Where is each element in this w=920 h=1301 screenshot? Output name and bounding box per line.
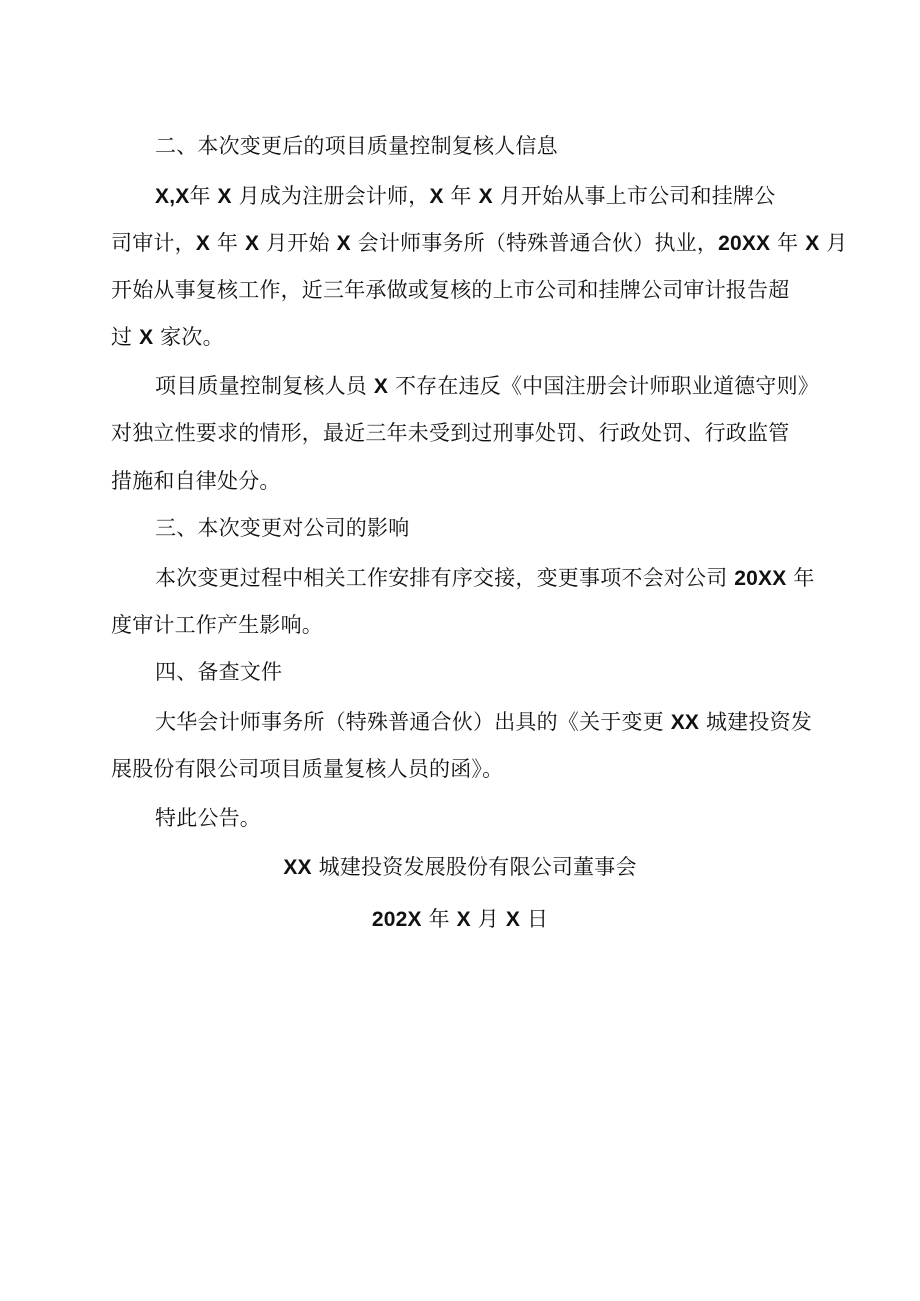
placeholder-text: X <box>805 232 820 255</box>
section-2-paragraph-2-line-3 <box>111 466 281 496</box>
signature-line <box>0 852 920 883</box>
text-run: 月开始 <box>259 231 337 255</box>
section-2-paragraph-1-line-1 <box>155 181 775 212</box>
text-run: 展股份有限公司项目质量复核人员的函》。 <box>111 757 504 781</box>
placeholder-text: X <box>139 326 154 349</box>
section-4-paragraph-line-1 <box>155 707 812 738</box>
text-run: 对独立性要求的情形，最近三年未受到过刑事处罚、行政处罚、行政监管 <box>111 421 790 445</box>
text-run: 年 <box>786 566 815 590</box>
text-run: 司审计， <box>111 231 196 255</box>
placeholder-text: 20XX <box>718 232 771 255</box>
section-3-heading: 三、本次变更对公司的影响 <box>155 516 410 540</box>
text-run: 月成为注册会计师， <box>231 184 430 208</box>
text-run: 城建投资发 <box>699 710 812 734</box>
placeholder-text: X <box>478 185 493 208</box>
text-run: 年 <box>210 231 245 255</box>
text-run: 日 <box>520 907 549 931</box>
placeholder-text: X <box>336 232 351 255</box>
text-run: 家次。 <box>153 325 224 349</box>
text-run: 年 <box>421 907 457 931</box>
text-run: 度审计工作产生影响。 <box>111 613 323 637</box>
date-line <box>0 904 920 935</box>
section-2-paragraph-2-line-1 <box>155 371 819 402</box>
placeholder-text: X <box>217 185 232 208</box>
text-run: 过 <box>111 325 140 349</box>
section-2-paragraph-1-line-3 <box>111 275 789 305</box>
placeholder-text: X <box>505 908 521 931</box>
text-run: 大华会计师事务所（特殊普通合伙）出具的《关于变更 <box>155 710 671 734</box>
text-run: 措施和自律处分。 <box>111 469 281 493</box>
placeholder-text: 202X <box>371 908 422 931</box>
text-run: 年 <box>189 184 218 208</box>
section-2-paragraph-1-line-2 <box>111 228 848 259</box>
text-run: 不存在违反《中国注册会计师职业道德守则》 <box>388 374 819 398</box>
section-2-paragraph-2-line-2 <box>111 418 789 448</box>
text-run: 城建投资发展股份有限公司董事会 <box>311 855 637 879</box>
text-run: 月开始从事上市公司和挂牌公 <box>492 184 776 208</box>
placeholder-text: X <box>429 185 444 208</box>
text-run: 月 <box>819 231 848 255</box>
text-run: 年 <box>770 231 806 255</box>
placeholder-text: X,X <box>155 185 190 208</box>
text-run: 月 <box>470 907 506 931</box>
placeholder-text: XX <box>670 711 700 734</box>
placeholder-text: XX <box>283 856 312 879</box>
section-3-paragraph-line-2 <box>111 610 323 640</box>
text-run: 本次变更过程中相关工作安排有序交接，变更事项不会对公司 <box>155 566 735 590</box>
section-3-paragraph-line-1 <box>155 563 815 594</box>
section-2-paragraph-1-line-4 <box>111 322 224 353</box>
text-run: 会计师事务所（特殊普通合伙）执业， <box>350 231 719 255</box>
text-run: 年 <box>443 184 479 208</box>
placeholder-text: X <box>244 232 260 255</box>
placeholder-text: X <box>195 232 211 255</box>
placeholder-text: X <box>456 908 471 931</box>
placeholder-text: 20XX <box>734 567 787 590</box>
placeholder-text: X <box>373 375 389 398</box>
text-run: 项目质量控制复核人员 <box>155 374 374 398</box>
section-4-paragraph-line-2 <box>111 754 503 784</box>
section-4-heading: 四、备查文件 <box>155 660 283 684</box>
text-run: 开始从事复核工作，近三年承做或复核的上市公司和挂牌公司审计报告超 <box>111 278 790 302</box>
section-2-heading: 二、本次变更后的项目质量控制复核人信息 <box>155 134 558 158</box>
closing-statement: 特此公告。 <box>155 806 261 830</box>
